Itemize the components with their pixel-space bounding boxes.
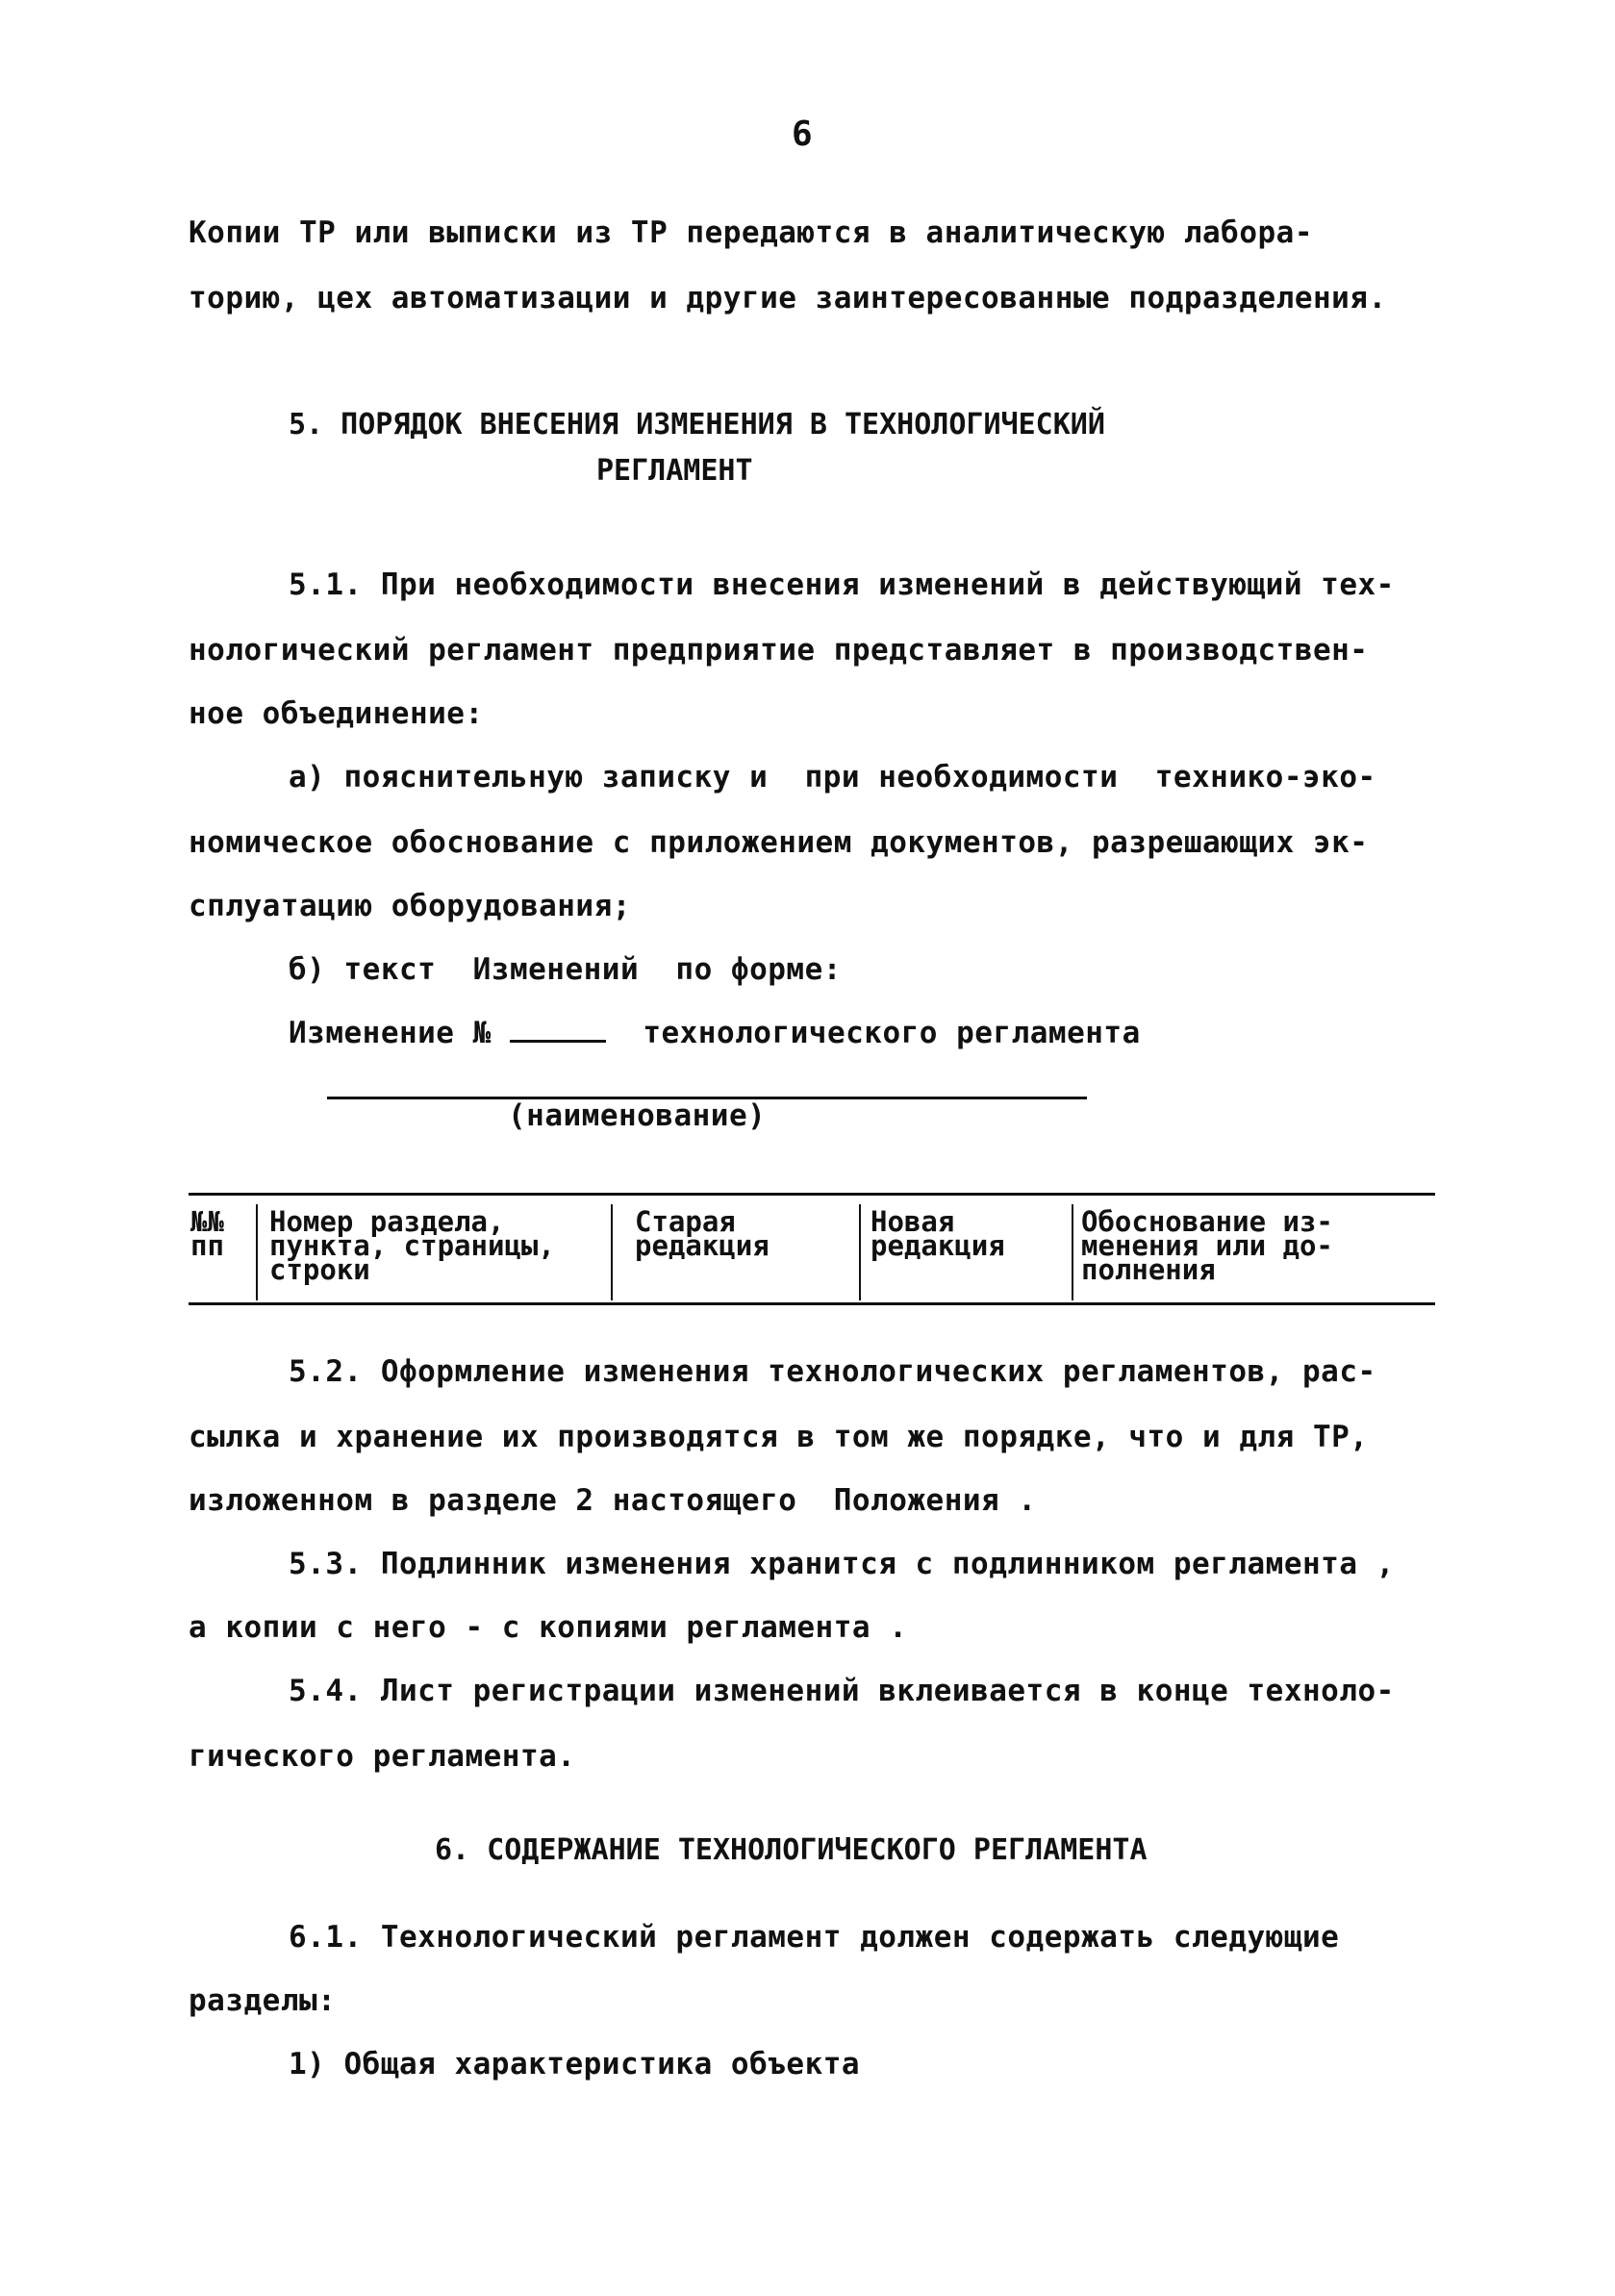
- change-number-line: [289, 1014, 1141, 1052]
- pa-line-3: сплуатацию оборудования;: [189, 889, 631, 923]
- list-item-1: 1) Общая характеристика объекта: [289, 2047, 861, 2082]
- table-col5-line-3: полнения: [1081, 1253, 1216, 1286]
- table-col2-line-3: строки: [269, 1253, 370, 1286]
- table-col1-line-1: №№: [190, 1205, 224, 1238]
- change-label-pre: Изменение №: [289, 1016, 492, 1050]
- table-col-sep-4: [1072, 1204, 1073, 1300]
- p52-line-2: сылка и хранение их производятся в том же порядке, что и для ТР,: [189, 1420, 1369, 1454]
- table-col4-line-1: Новая: [871, 1205, 955, 1238]
- table-col1-line-2: пп: [190, 1229, 224, 1262]
- p61-line-1: 6.1. Технологический регламент должен содержать следующие: [289, 1920, 1340, 1955]
- table-bottom-rule: [189, 1302, 1435, 1305]
- section6-title: 6. СОДЕРЖАНИЕ ТЕХНОЛОГИЧЕСКОГО РЕГЛАМЕНТА: [435, 1833, 1148, 1867]
- page-number: 6: [792, 114, 814, 154]
- p51-line-3: ное объединение:: [189, 696, 484, 731]
- pa-line-2: номическое обоснование с приложением документов, разрешающих эк-: [189, 825, 1369, 860]
- p54-line-2: гического регламента.: [189, 1739, 576, 1774]
- intro-line-1: Копии ТР или выписки из ТР передаются в аналитическую лабора-: [189, 215, 1313, 250]
- name-caption: (наименование): [508, 1098, 767, 1133]
- p54-line-1: 5.4. Лист регистрации изменений вклеивается в конце техноло-: [289, 1674, 1395, 1708]
- p52-line-1: 5.2. Оформление изменения технологических регламентов, рас-: [289, 1354, 1376, 1389]
- table-top-rule: [189, 1193, 1435, 1196]
- table-col3-line-2: редакция: [635, 1229, 770, 1262]
- table-col-sep-1: [256, 1204, 258, 1300]
- change-label-post: технологического регламента: [643, 1016, 1141, 1050]
- pa-line-1: а) пояснительную записку и при необходимости технико-эко-: [289, 760, 1376, 795]
- section5-title-line1: 5. ПОРЯДОК ВНЕСЕНИЯ ИЗМЕНЕНИЯ В ТЕХНОЛОГИЧЕСКИЙ: [289, 408, 1105, 442]
- table-col3-line-1: Старая: [635, 1205, 736, 1238]
- intro-line-2: торию, цех автоматизации и другие заинтересованные подразделения.: [189, 281, 1387, 315]
- p52-line-3: изложенном в разделе 2 настоящего Положения .: [189, 1483, 1037, 1518]
- table-col-sep-2: [611, 1204, 613, 1300]
- p53-line-1: 5.3. Подлинник изменения хранится с подлинником регламента ,: [289, 1547, 1395, 1581]
- table-col2-line-1: Номер раздела,: [269, 1205, 505, 1238]
- table-col-sep-3: [859, 1204, 861, 1300]
- p61-line-2: разделы:: [189, 1983, 337, 2018]
- p53-line-2: а копии с него - с копиями регламента .: [189, 1610, 908, 1645]
- p51-line-2: нологический регламент предприятие представляет в производствен-: [189, 633, 1369, 668]
- change-number-blank: [510, 1019, 606, 1043]
- table-col5-line-2: менения или до-: [1081, 1229, 1333, 1262]
- section5-title-line2: РЕГЛАМЕНТ: [596, 454, 753, 488]
- table-col5-line-1: Обоснование из-: [1081, 1205, 1333, 1238]
- pb-line: б) текст Изменений по форме:: [289, 952, 842, 987]
- p51-line-1: 5.1. При необходимости внесения изменений в действующий тех-: [289, 568, 1395, 602]
- table-col2-line-2: пункта, страницы,: [269, 1229, 555, 1262]
- table-col4-line-2: редакция: [871, 1229, 1005, 1262]
